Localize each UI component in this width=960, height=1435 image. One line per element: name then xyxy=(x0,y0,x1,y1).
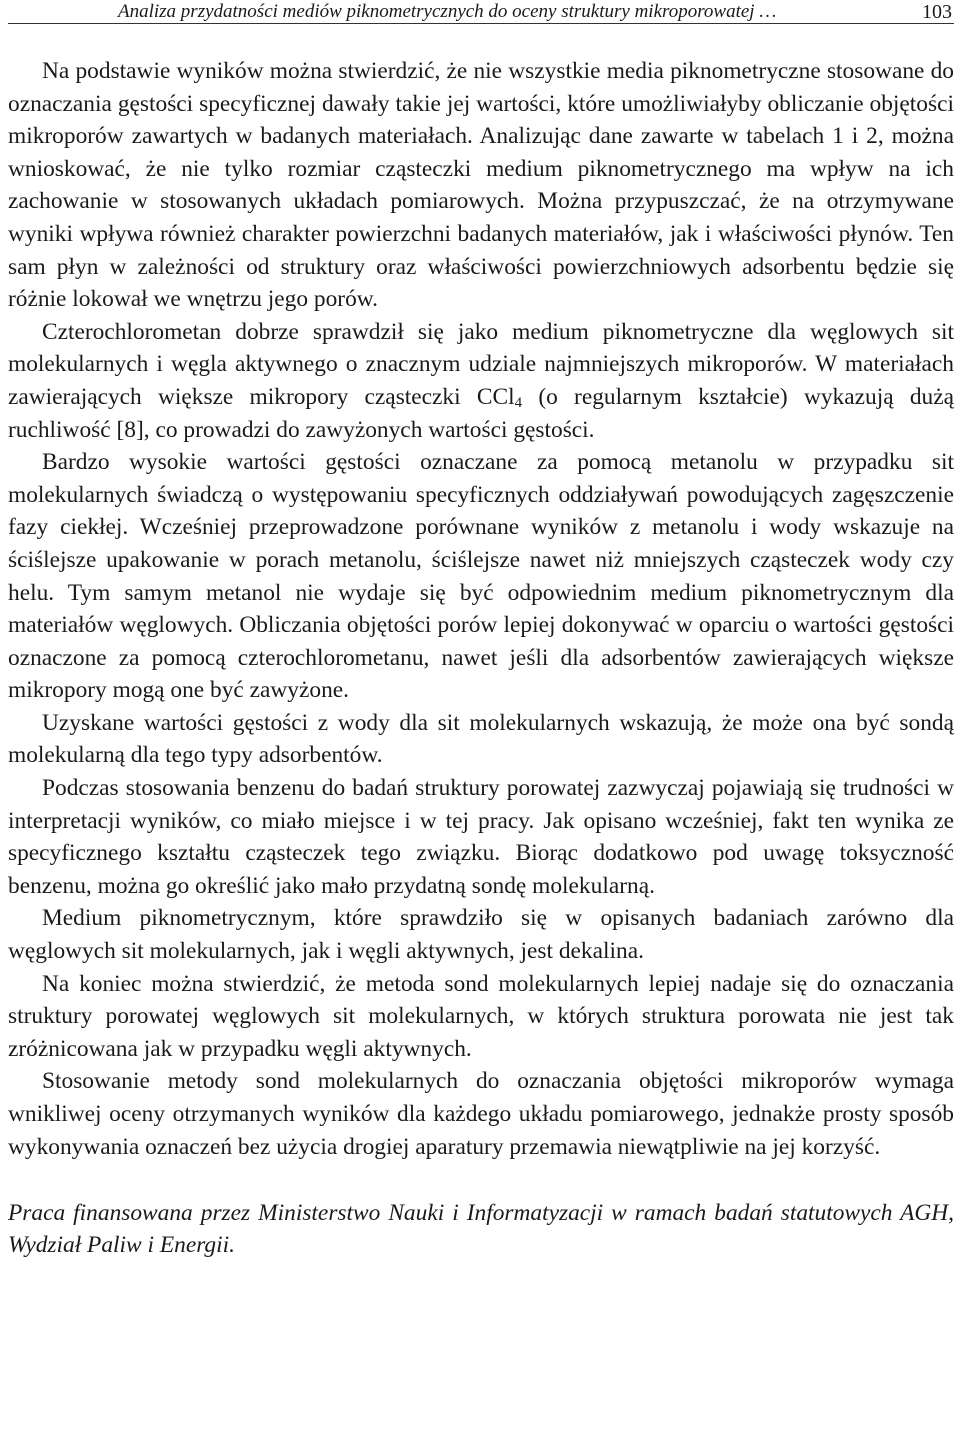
running-title: Analiza przydatności mediów piknometrycznych do oceny struktury mikroporowatej … xyxy=(118,1,777,22)
document-page xyxy=(8,0,954,1261)
paragraph-methanol: Bardzo wysokie wartości gęstości oznaczane za pomocą metanolu w przypadku sit molekularnych świadczą o występowaniu specyficznych oddziaływań powodujących zagęszczenie fazy ciekłej. Wcześniej przeprowadzone porównane wyników z metanolu i wody wskazuje na ściślejsze upakowanie w porach metanolu, ściślejsze nawet niż mniejszych cząsteczek wody czy helu. Tym samym metanol nie wydaje się być odpowiednim medium piknometrycznym dla materiałów węglowych. Obliczania objętości porów lepiej dokonywać w oparciu o wartości gęstości oznaczone za pomocą czterochlorometanu, nawet jeśli dla adsorbentów zawierających większe mikropory mogą one być zawyżone. xyxy=(8,449,954,704)
running-header xyxy=(8,0,954,24)
paragraph-tetrachloromethan xyxy=(8,316,954,446)
formula-subscript: 4 xyxy=(514,394,523,411)
paragraph-final-remark: Na koniec można stwierdzić, że metoda sond molekularnych lepiej nadaje się do oznaczania struktury porowatej węglowych sit molekularnych, w których struktura porowata nie jest tak zróżnicowana jak w przypadku węgli aktywnych. xyxy=(8,970,954,1062)
paragraph-benzene: Podczas stosowania benzenu do badań struktury porowatej zazwyczaj pojawiają się trudności w interpretacji wyników, co miało miejsce i w tej pracy. Jak opisano wcześniej, fakt ten wynika ze specyficznego kształtu cząsteczek tego związku. Biorąc dodatkowo pod uwagę toksyczność benzenu, można go określić jako mało przydatną sondę molekularną. xyxy=(8,775,954,899)
acknowledgement-text: Praca finansowana przez Ministerstwo Nauki i Informatyzacji w ramach badań statutowych AGH, Wydział Paliw i Energii. xyxy=(8,1200,954,1259)
page-number: 103 xyxy=(922,1,952,23)
paragraph-method-summary: Stosowanie metody sond molekularnych do oznaczania objętości mikroporów wymaga wnikliwej oceny otrzymanych wyników dla każdego układu pomiarowego, jednakże prosty sposób wykonywania oznaczeń bez użycia drogiej aparatury przemawia niewątpliwie na jej korzyść. xyxy=(8,1068,954,1160)
paragraph-water: Uzyskane wartości gęstości z wody dla sit molekularnych wskazują, że może ona być sondą molekularną dla tego typy adsorbentów. xyxy=(8,709,954,769)
paragraph-decalin: Medium piknometrycznym, które sprawdziło się w opisanych badaniach zarówno dla węglowych sit molekularnych, jak i węgli aktywnych, jest dekalina. xyxy=(8,905,954,965)
paragraph-conclusions-intro: Na podstawie wyników można stwierdzić, że nie wszystkie media piknometryczne stosowane do oznaczania gęstości specyficznej dawały takie jej wartości, które umożliwiałyby obliczanie objętości mikroporów zawartych w badanych materiałach. Analizując dane zawarte w tabelach 1 i 2, można wnioskować, że nie tylko rozmiar cząsteczki medium piknometrycznego ma wpływ na ich zachowanie w stosowanych układach pomiarowych. Można przypuszczać, że na otrzymywane wyniki wpływa również charakter powierzchni badanych materiałów, jak i właściwości płynów. Ten sam płyn w zależności od struktury oraz właściwości powierzchniowych adsorbentu będzie się różnie lokował we wnętrzu jego porów. xyxy=(8,58,954,313)
paragraph-text-continued: (o regularnym kształcie) wykazują dużą ruchliwość [8], co prowadzi do zawyżonych wartości gęstości. xyxy=(8,383,954,443)
paragraph-text: Czterochlorometan dobrze sprawdził się jako medium piknometryczne dla węglowych sit molekularnych i węgla aktywnego o znacznym udziale najmniejszych mikroporów. W materiałach zawierających większe mikropory cząsteczki CCl xyxy=(8,318,954,410)
body-text xyxy=(8,55,954,1163)
funding-acknowledgement xyxy=(8,1197,954,1261)
